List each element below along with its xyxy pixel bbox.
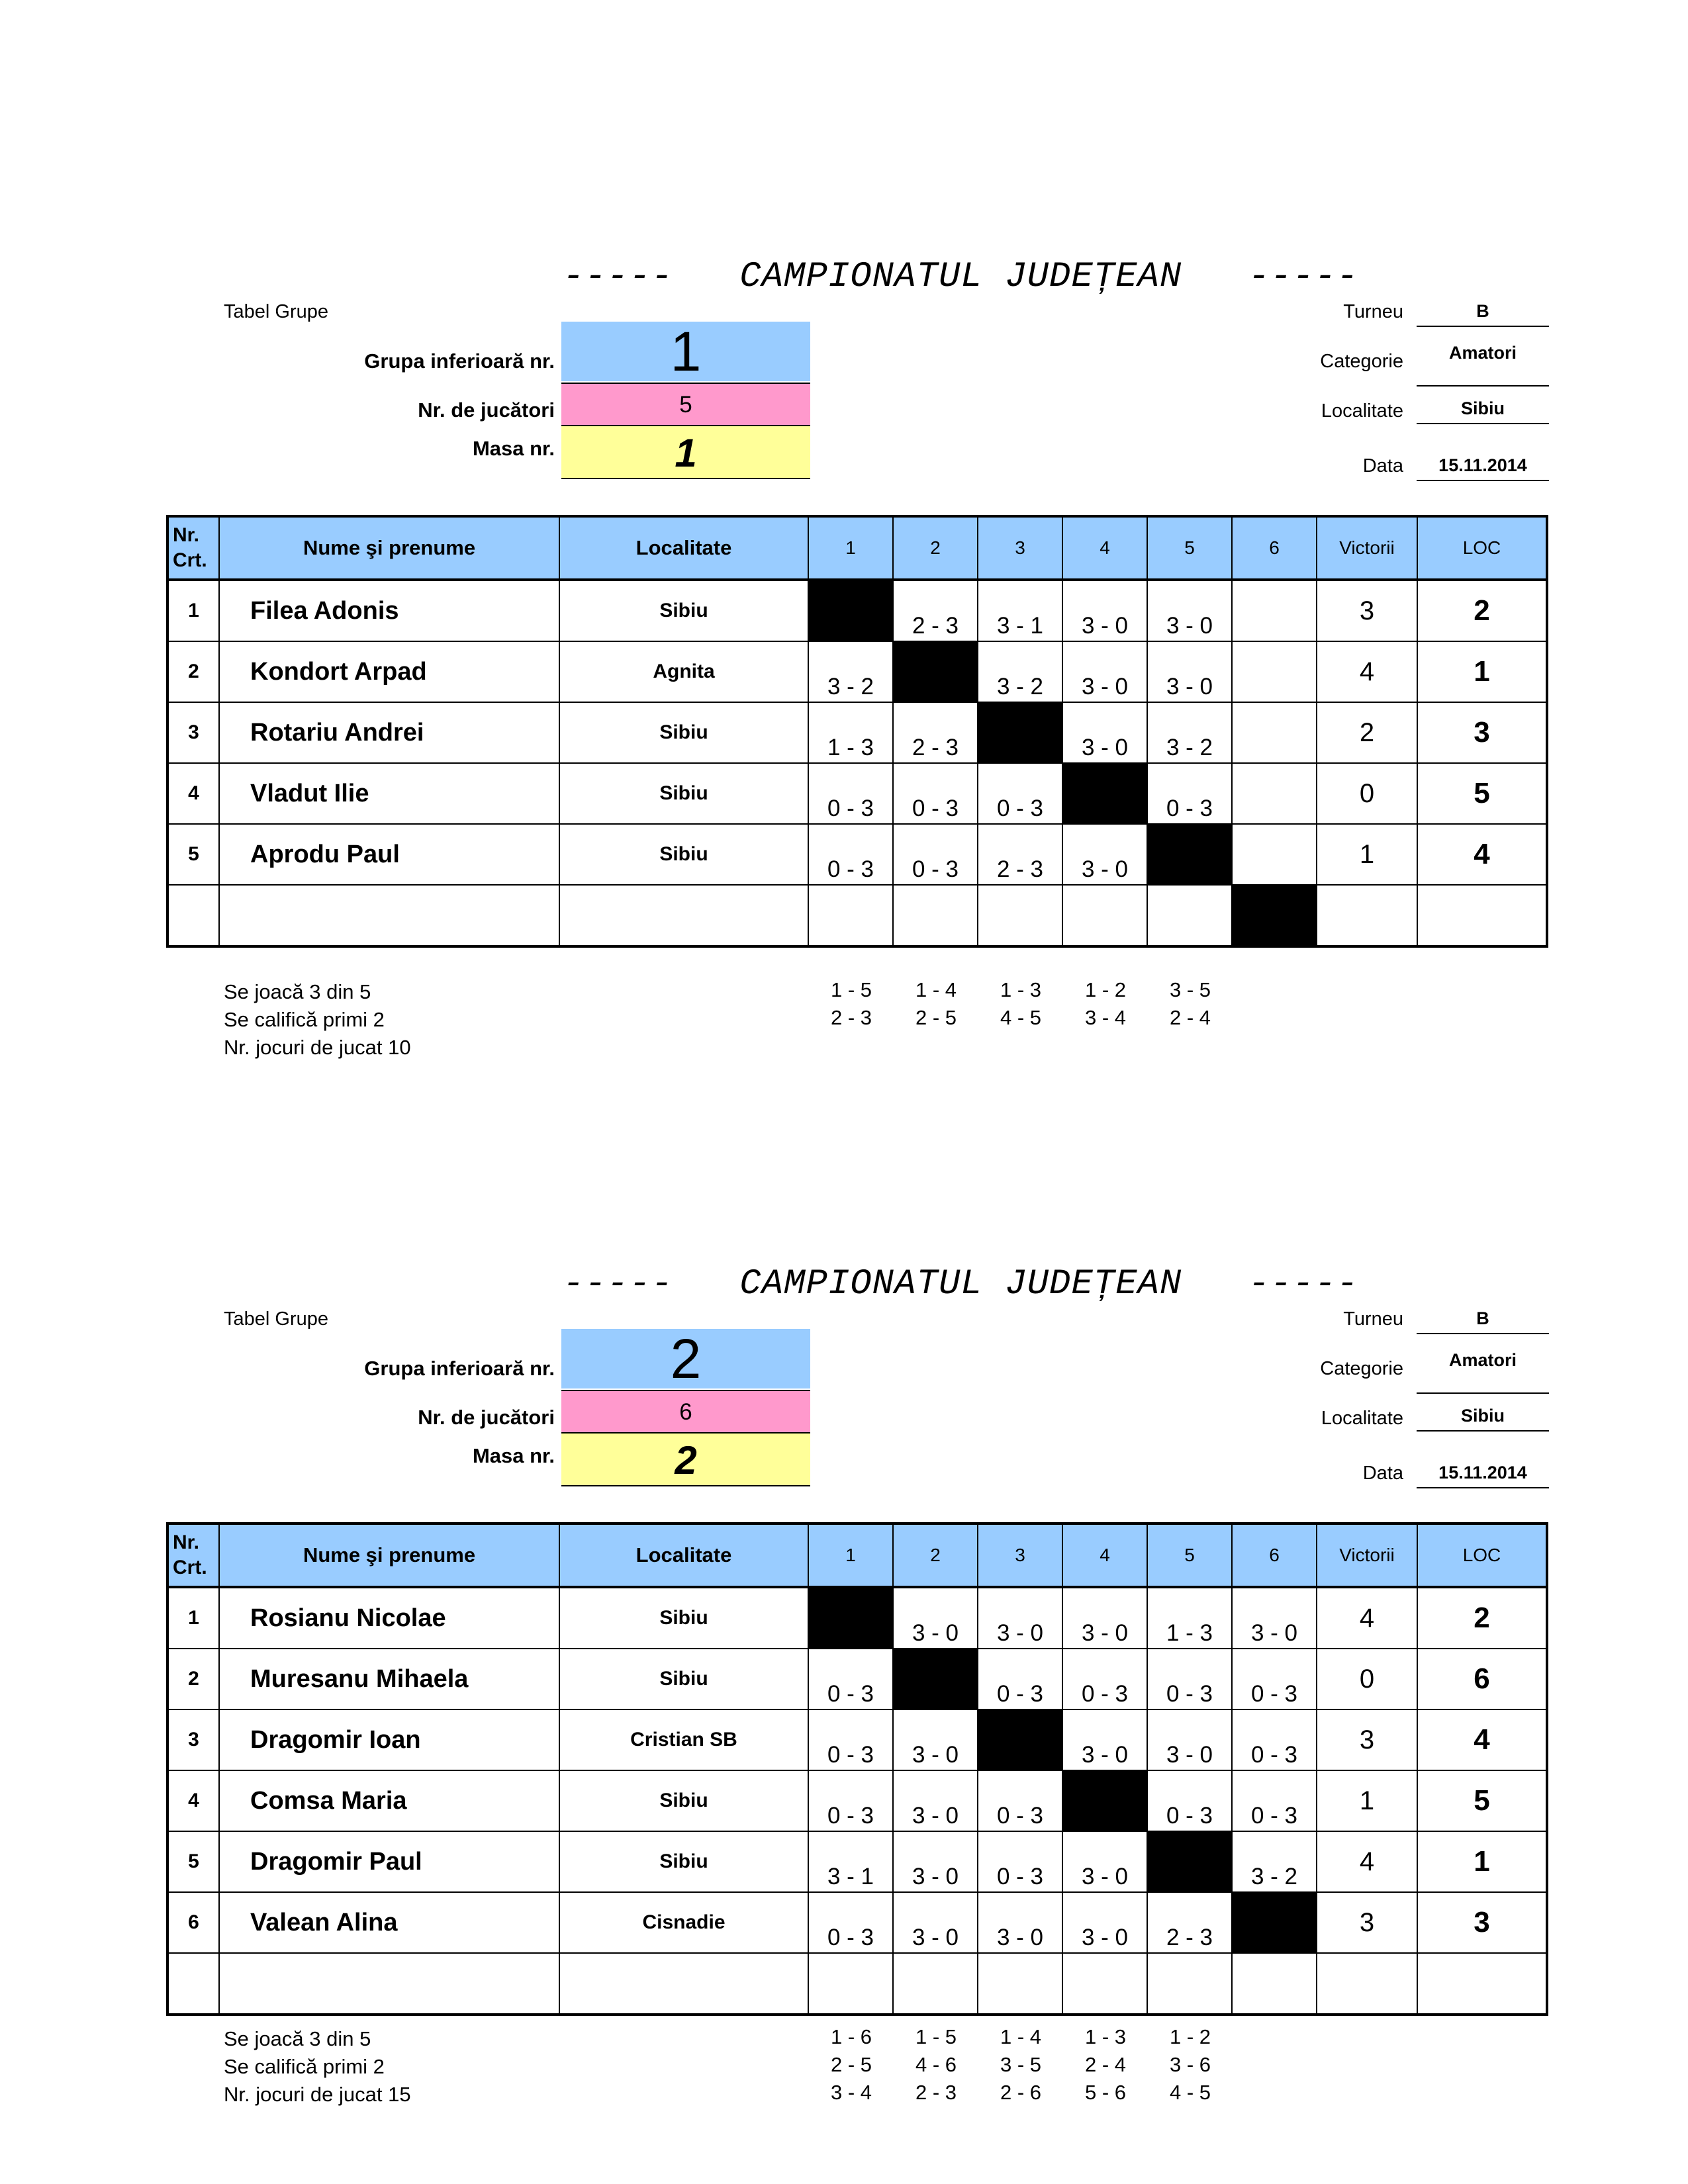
page-title: ----- CAMPIONATUL JUDEȚEAN ----- (563, 1264, 1359, 1304)
nr-jucatori-label: Nr. de jucători (418, 1406, 555, 1429)
table-header-row (167, 1524, 1547, 1587)
localitate-label: Localitate (1321, 1408, 1403, 1429)
table-row (167, 580, 1547, 641)
score-cell: 2 - 3 (893, 702, 978, 763)
table-row (167, 641, 1547, 702)
nr-jucatori-value: 5 (561, 383, 810, 425)
match-pair: 1 - 3 (1000, 978, 1042, 1001)
match-pair: 1 - 3 (1084, 2025, 1127, 2048)
victorii-cell: 3 (1317, 1709, 1417, 1770)
loc-cell: 4 (1417, 824, 1547, 885)
score-cell: 3 - 2 (808, 641, 893, 702)
score-cell (1147, 1953, 1232, 2015)
header-col-5: 5 (1147, 516, 1232, 580)
match-pair: 1 - 4 (1000, 2025, 1042, 2048)
score-cell-self (1147, 824, 1232, 885)
player-name: Muresanu Mihaela (219, 1649, 559, 1709)
results-table (166, 515, 1548, 948)
score-cell-self (978, 1709, 1062, 1770)
score-cell: 3 - 0 (1062, 1892, 1147, 1953)
turneu-label: Turneu (1343, 1308, 1403, 1330)
score-cell (893, 885, 978, 946)
localitate-label: Localitate (1321, 400, 1403, 422)
header-col-1: 1 (808, 516, 893, 580)
victorii-cell: 3 (1317, 580, 1417, 641)
score-cell: 0 - 3 (893, 824, 978, 885)
match-pair: 5 - 6 (1084, 2081, 1127, 2104)
score-cell: 3 - 0 (1062, 580, 1147, 641)
victorii-cell: 4 (1317, 1831, 1417, 1892)
score-cell: 3 - 2 (1232, 1831, 1317, 1892)
grupa-value: 1 (561, 322, 810, 381)
score-cell: 3 - 0 (1147, 1709, 1232, 1770)
score-cell (1232, 1953, 1317, 2015)
match-pair: 4 - 5 (1169, 2081, 1211, 2104)
score-cell: 0 - 3 (978, 1770, 1062, 1831)
score-cell: 3 - 2 (978, 641, 1062, 702)
match-pair: 4 - 5 (1000, 1006, 1042, 1029)
victorii-cell: 0 (1317, 763, 1417, 824)
masa-value: 2 (561, 1432, 810, 1486)
player-name: Vladut Ilie (219, 763, 559, 824)
player-name (219, 1953, 559, 2015)
match-pair: 1 - 5 (830, 978, 872, 1001)
row-number: 1 (167, 1587, 219, 1649)
player-localitate (559, 885, 808, 946)
header-col-4: 4 (1062, 516, 1147, 580)
row-number: 2 (167, 1649, 219, 1709)
score-cell: 3 - 0 (1147, 580, 1232, 641)
loc-cell (1417, 885, 1547, 946)
match-pair: 2 - 6 (1000, 2081, 1042, 2104)
row-number: 4 (167, 1770, 219, 1831)
score-cell (1147, 885, 1232, 946)
score-cell (893, 1953, 978, 2015)
se-califica-text: Se califică primi 2 (224, 1008, 385, 1031)
header-victorii: Victorii (1317, 516, 1417, 580)
score-cell (1062, 885, 1147, 946)
results-table (166, 1522, 1548, 2016)
score-cell: 2 - 3 (978, 824, 1062, 885)
player-localitate: Sibiu (559, 1587, 808, 1649)
group-sheet-2 (0, 1007, 1688, 2106)
score-cell: 3 - 0 (893, 1709, 978, 1770)
match-pair: 3 - 4 (830, 2081, 872, 2104)
match-pair: 4 - 6 (915, 2053, 957, 2076)
player-name: Dragomir Paul (219, 1831, 559, 1892)
header-nr-crt: Nr. Crt. (167, 1524, 219, 1587)
se-califica-text: Se califică primi 2 (224, 2055, 385, 2078)
score-cell: 2 - 3 (1147, 1892, 1232, 1953)
masa-label: Masa nr. (472, 1444, 555, 1467)
victorii-cell: 0 (1317, 1649, 1417, 1709)
loc-cell: 3 (1417, 1892, 1547, 1953)
score-cell: 0 - 3 (808, 763, 893, 824)
score-cell: 3 - 1 (808, 1831, 893, 1892)
score-cell-self (893, 1649, 978, 1709)
player-localitate (559, 1953, 808, 2015)
header-localitate: Localitate (559, 516, 808, 580)
data-label: Data (1362, 1463, 1403, 1484)
match-pair: 2 - 5 (830, 2053, 872, 2076)
page-title: ----- CAMPIONATUL JUDEȚEAN ----- (563, 257, 1359, 297)
loc-cell: 5 (1417, 763, 1547, 824)
match-pair: 3 - 5 (1169, 978, 1211, 1001)
row-number: 5 (167, 1831, 219, 1892)
categorie-value: Amatori (1417, 343, 1549, 387)
score-cell (1232, 580, 1317, 641)
player-name: Comsa Maria (219, 1770, 559, 1831)
tabel-grupe-label: Tabel Grupe (224, 301, 328, 322)
header-localitate: Localitate (559, 1524, 808, 1587)
victorii-cell: 4 (1317, 1587, 1417, 1649)
victorii-cell (1317, 1953, 1417, 2015)
loc-cell: 5 (1417, 1770, 1547, 1831)
victorii-cell: 2 (1317, 702, 1417, 763)
score-cell: 0 - 3 (1147, 763, 1232, 824)
score-cell-self (1062, 1770, 1147, 1831)
turneu-value: B (1417, 1308, 1549, 1334)
player-localitate: Sibiu (559, 824, 808, 885)
loc-cell: 3 (1417, 702, 1547, 763)
table-row (167, 702, 1547, 763)
score-cell: 3 - 0 (1062, 1587, 1147, 1649)
data-value: 15.11.2014 (1417, 455, 1549, 481)
score-cell: 3 - 0 (978, 1892, 1062, 1953)
score-cell: 0 - 3 (808, 1770, 893, 1831)
grupa-label: Grupa inferioară nr. (364, 349, 555, 373)
row-number (167, 1953, 219, 2015)
score-cell (1232, 702, 1317, 763)
score-cell: 0 - 3 (978, 763, 1062, 824)
player-localitate: Sibiu (559, 1831, 808, 1892)
score-cell: 3 - 0 (893, 1831, 978, 1892)
masa-label: Masa nr. (472, 437, 555, 460)
score-cell: 3 - 0 (1062, 1831, 1147, 1892)
player-localitate: Sibiu (559, 1649, 808, 1709)
score-cell-self (1232, 885, 1317, 946)
score-cell: 0 - 3 (808, 824, 893, 885)
player-name: Filea Adonis (219, 580, 559, 641)
categorie-value: Amatori (1417, 1350, 1549, 1394)
row-number: 1 (167, 580, 219, 641)
match-pair: 2 - 3 (915, 2081, 957, 2104)
match-pair: 1 - 2 (1084, 978, 1127, 1001)
header-col-2: 2 (893, 516, 978, 580)
score-cell: 0 - 3 (978, 1649, 1062, 1709)
match-pair: 2 - 4 (1084, 2053, 1127, 2076)
score-cell-self (893, 641, 978, 702)
score-cell: 3 - 0 (893, 1587, 978, 1649)
header-col-3: 3 (978, 516, 1062, 580)
data-label: Data (1362, 455, 1403, 477)
table-row (167, 1649, 1547, 1709)
loc-cell: 6 (1417, 1649, 1547, 1709)
score-cell: 3 - 0 (1062, 1709, 1147, 1770)
row-number (167, 885, 219, 946)
player-localitate: Sibiu (559, 763, 808, 824)
score-cell: 1 - 3 (808, 702, 893, 763)
header-nr-crt: Nr. Crt. (167, 516, 219, 580)
group-sheet-1 (0, 0, 1688, 1059)
header-victorii: Victorii (1317, 1524, 1417, 1587)
table-row (167, 1892, 1547, 1953)
score-cell: 1 - 3 (1147, 1587, 1232, 1649)
player-name: Kondort Arpad (219, 641, 559, 702)
score-cell: 3 - 0 (1062, 702, 1147, 763)
header-col-6: 6 (1232, 1524, 1317, 1587)
score-cell-self (978, 702, 1062, 763)
table-row (167, 1709, 1547, 1770)
score-cell: 0 - 3 (808, 1892, 893, 1953)
player-localitate: Cristian SB (559, 1709, 808, 1770)
header-loc: LOC (1417, 516, 1547, 580)
player-localitate: Sibiu (559, 580, 808, 641)
header-nume: Nume şi prenume (219, 1524, 559, 1587)
header-col-3: 3 (978, 1524, 1062, 1587)
turneu-label: Turneu (1343, 301, 1403, 322)
score-cell (808, 1953, 893, 2015)
victorii-cell: 1 (1317, 1770, 1417, 1831)
player-name: Dragomir Ioan (219, 1709, 559, 1770)
table-row (167, 1770, 1547, 1831)
score-cell: 0 - 3 (1232, 1709, 1317, 1770)
match-pair: 2 - 3 (830, 1006, 872, 1029)
score-cell: 0 - 3 (1147, 1649, 1232, 1709)
se-joaca-text: Se joacă 3 din 5 (224, 2027, 371, 2050)
match-pair: 3 - 5 (1000, 2053, 1042, 2076)
row-number: 5 (167, 824, 219, 885)
score-cell-self (808, 580, 893, 641)
nr-jocuri-text: Nr. jocuri de jucat 10 (224, 1036, 411, 1059)
match-pair: 2 - 4 (1169, 1006, 1211, 1029)
score-cell: 3 - 1 (978, 580, 1062, 641)
header-nume: Nume şi prenume (219, 516, 559, 580)
score-cell: 3 - 0 (1232, 1587, 1317, 1649)
score-cell: 3 - 0 (893, 1892, 978, 1953)
loc-cell: 1 (1417, 641, 1547, 702)
row-number: 3 (167, 702, 219, 763)
score-cell: 0 - 3 (1232, 1649, 1317, 1709)
row-number: 4 (167, 763, 219, 824)
localitate-value: Sibiu (1417, 1406, 1549, 1432)
match-pair: 3 - 6 (1169, 2053, 1211, 2076)
player-name: Valean Alina (219, 1892, 559, 1953)
score-cell: 0 - 3 (1147, 1770, 1232, 1831)
header-col-2: 2 (893, 1524, 978, 1587)
score-cell-self (1062, 763, 1147, 824)
row-number: 2 (167, 641, 219, 702)
score-cell: 0 - 3 (808, 1709, 893, 1770)
score-cell (978, 885, 1062, 946)
table-row-empty (167, 1953, 1547, 2015)
table-row-empty (167, 885, 1547, 946)
victorii-cell (1317, 885, 1417, 946)
score-cell (1232, 763, 1317, 824)
loc-cell: 2 (1417, 580, 1547, 641)
player-localitate: Cisnadie (559, 1892, 808, 1953)
loc-cell: 2 (1417, 1587, 1547, 1649)
score-cell: 3 - 0 (1062, 824, 1147, 885)
table-row (167, 824, 1547, 885)
score-cell (808, 885, 893, 946)
player-localitate: Agnita (559, 641, 808, 702)
match-pair: 1 - 6 (830, 2025, 872, 2048)
player-localitate: Sibiu (559, 702, 808, 763)
score-cell: 3 - 0 (1062, 641, 1147, 702)
score-cell (1232, 824, 1317, 885)
se-joaca-text: Se joacă 3 din 5 (224, 980, 371, 1003)
row-number: 3 (167, 1709, 219, 1770)
player-name: Rotariu Andrei (219, 702, 559, 763)
player-name: Rosianu Nicolae (219, 1587, 559, 1649)
victorii-cell: 1 (1317, 824, 1417, 885)
score-cell (1062, 1953, 1147, 2015)
tabel-grupe-label: Tabel Grupe (224, 1308, 328, 1330)
row-number: 6 (167, 1892, 219, 1953)
header-col-1: 1 (808, 1524, 893, 1587)
score-cell: 0 - 3 (978, 1831, 1062, 1892)
table-header-row (167, 516, 1547, 580)
table-row (167, 1587, 1547, 1649)
score-cell-self (1147, 1831, 1232, 1892)
nr-jucatori-value: 6 (561, 1390, 810, 1432)
turneu-value: B (1417, 301, 1549, 327)
categorie-label: Categorie (1320, 351, 1403, 372)
victorii-cell: 4 (1317, 641, 1417, 702)
nr-jucatori-label: Nr. de jucători (418, 398, 555, 422)
loc-cell: 1 (1417, 1831, 1547, 1892)
score-cell: 0 - 3 (1062, 1649, 1147, 1709)
table-row (167, 1831, 1547, 1892)
score-cell: 0 - 3 (808, 1649, 893, 1709)
score-cell: 0 - 3 (893, 763, 978, 824)
match-pair: 1 - 2 (1169, 2025, 1211, 2048)
nr-jocuri-text: Nr. jocuri de jucat 15 (224, 2083, 411, 2106)
score-cell-self (1232, 1892, 1317, 1953)
data-value: 15.11.2014 (1417, 1463, 1549, 1488)
grupa-label: Grupa inferioară nr. (364, 1357, 555, 1380)
score-cell: 3 - 0 (893, 1770, 978, 1831)
grupa-value: 2 (561, 1329, 810, 1388)
table-row (167, 763, 1547, 824)
player-name (219, 885, 559, 946)
match-pair: 2 - 5 (915, 1006, 957, 1029)
score-cell: 3 - 0 (978, 1587, 1062, 1649)
score-cell (1232, 641, 1317, 702)
score-cell: 3 - 0 (1147, 641, 1232, 702)
score-cell: 0 - 3 (1232, 1770, 1317, 1831)
localitate-value: Sibiu (1417, 398, 1549, 424)
categorie-label: Categorie (1320, 1358, 1403, 1379)
loc-cell (1417, 1953, 1547, 2015)
match-pair: 1 - 4 (915, 978, 957, 1001)
victorii-cell: 3 (1317, 1892, 1417, 1953)
header-loc: LOC (1417, 1524, 1547, 1587)
header-col-4: 4 (1062, 1524, 1147, 1587)
match-pair: 1 - 5 (915, 2025, 957, 2048)
masa-value: 1 (561, 425, 810, 479)
player-name: Aprodu Paul (219, 824, 559, 885)
score-cell (978, 1953, 1062, 2015)
score-cell: 3 - 2 (1147, 702, 1232, 763)
score-cell: 2 - 3 (893, 580, 978, 641)
loc-cell: 4 (1417, 1709, 1547, 1770)
match-pair: 3 - 4 (1084, 1006, 1127, 1029)
score-cell-self (808, 1587, 893, 1649)
header-col-6: 6 (1232, 516, 1317, 580)
header-col-5: 5 (1147, 1524, 1232, 1587)
player-localitate: Sibiu (559, 1770, 808, 1831)
